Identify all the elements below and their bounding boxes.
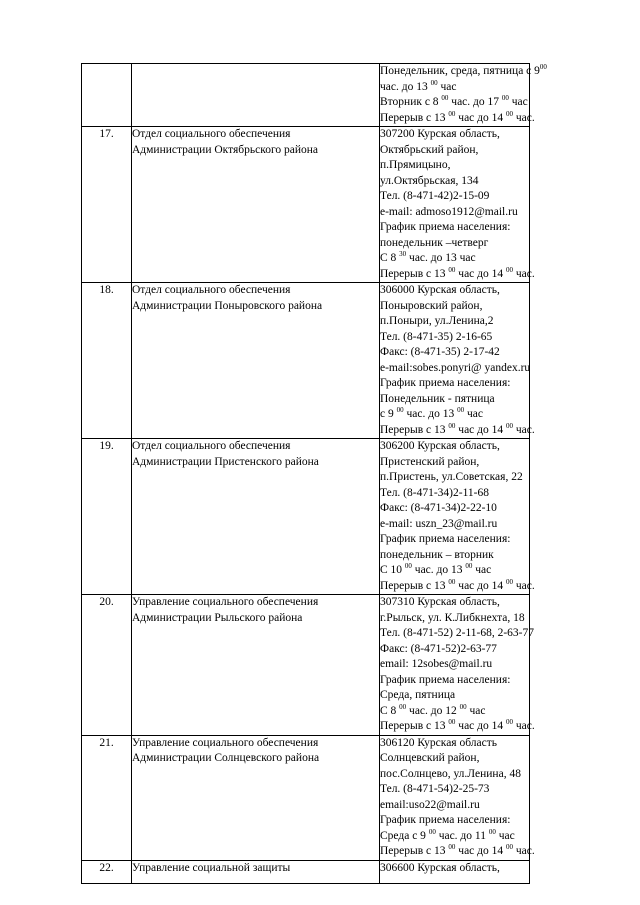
department-name-line: Администрации Октябрьского района <box>132 143 319 156</box>
department-name <box>132 860 380 883</box>
contact-info-line <box>380 829 529 845</box>
contact-info-line <box>380 798 529 814</box>
contact-info-line <box>380 532 529 548</box>
contact-info-line <box>380 486 529 502</box>
table-body <box>82 63 547 884</box>
contact-info-line <box>380 751 529 767</box>
contact-info-line <box>380 109 535 127</box>
contact-info-text: С 8 <box>380 252 400 264</box>
table-row <box>82 127 530 283</box>
contact-info-text: п.Поныри, ул.Ленина,2 <box>380 315 494 327</box>
time-minutes-superscript: 00 <box>399 702 407 711</box>
contact-info-line <box>380 501 529 517</box>
contact-info-text: Перерыв с 13 <box>380 267 449 280</box>
contact-info-line <box>380 314 529 330</box>
time-minutes-superscript: 00 <box>488 827 496 836</box>
contact-info-text: час. до 12 <box>406 704 460 717</box>
row-number: 17. <box>82 127 132 283</box>
contact-info <box>380 283 535 439</box>
contact-info-text: e-mail: uszn_23@mail.ru <box>380 517 498 530</box>
contact-info-text: email: 12sobes@mail.ru <box>380 658 493 670</box>
contact-info-line <box>380 718 535 735</box>
contact-info-line <box>380 95 529 111</box>
contact-info-text: час. <box>513 111 535 124</box>
contact-info-text: час. <box>513 267 535 280</box>
contact-info-line <box>380 361 529 377</box>
contact-info-line <box>380 563 529 579</box>
contact-info-text: час. до 13 <box>411 564 466 576</box>
contact-info-text: График приема населения: <box>380 221 511 233</box>
contact-info-line <box>380 455 529 471</box>
contact-info-text: час <box>466 704 486 717</box>
department-name <box>132 735 380 860</box>
contact-info-line <box>380 174 529 190</box>
contact-info-text: час до 14 <box>455 111 506 124</box>
contact-info-text: час. до 11 <box>435 829 489 842</box>
time-minutes-superscript: 00 <box>506 577 513 586</box>
contact-info-line <box>380 861 529 877</box>
contact-info-text: 307310 Курская область, <box>380 596 500 608</box>
contact-info-text: 306600 Курская область, <box>380 861 500 874</box>
row-number: 21. <box>82 735 132 860</box>
row-number: 22. <box>82 860 132 883</box>
contact-info-line <box>380 158 529 174</box>
contact-info-text: Среда с 9 <box>380 829 429 842</box>
contact-info-line <box>380 205 529 221</box>
contact-info <box>380 735 535 860</box>
contact-info-text: С 10 <box>380 564 405 576</box>
contact-info-line <box>380 421 535 439</box>
contact-info-line <box>380 548 529 564</box>
time-minutes-superscript: 00 <box>506 843 513 851</box>
contact-info-text: час до 14 <box>455 720 506 732</box>
contact-info-line <box>380 63 547 80</box>
contact-info-text: Понедельник - пятница <box>380 392 495 405</box>
contact-info-line <box>380 299 529 315</box>
time-minutes-superscript: 00 <box>506 265 513 274</box>
contact-info-text: г.Рыльск, ул. К.Либкнехта, 18 <box>380 611 525 624</box>
contact-info-text: понедельник – вторник <box>380 548 494 561</box>
contact-info-text: с 9 <box>380 408 397 420</box>
contact-info-text: час. до 17 <box>448 96 502 108</box>
time-minutes-superscript: 00 <box>441 94 449 102</box>
row-number: 18. <box>82 283 132 439</box>
contact-info-line <box>380 657 529 673</box>
contact-info-text: 306200 Курская область, <box>380 440 500 452</box>
time-minutes-superscript: 00 <box>404 562 412 570</box>
department-name <box>132 283 380 439</box>
time-minutes-superscript: 00 <box>506 718 513 726</box>
row-number <box>82 64 132 127</box>
time-minutes-superscript: 00 <box>430 78 438 87</box>
time-minutes-superscript: 00 <box>501 94 509 102</box>
department-name <box>132 64 380 127</box>
table-row <box>82 735 530 860</box>
contact-info-text: Тел. (8-471-35) 2-16-65 <box>380 330 493 343</box>
contact-info <box>380 439 535 595</box>
contact-info-line <box>380 843 535 860</box>
time-minutes-superscript: 00 <box>448 421 456 430</box>
contact-info-line <box>380 642 529 658</box>
contact-info-line <box>380 80 529 96</box>
contact-info-line <box>380 577 535 595</box>
contact-info-text: Октябрьский район, <box>380 143 479 156</box>
contact-info-text: Среда, пятница <box>380 689 456 701</box>
contact-info-text: час <box>495 829 515 842</box>
time-minutes-superscript: 00 <box>465 562 473 570</box>
contact-info-line <box>380 439 529 455</box>
row-number: 19. <box>82 439 132 595</box>
department-name-line: Администрации Поныровского района <box>132 299 323 312</box>
department-name <box>132 595 380 736</box>
contact-info-text: График приема населения: <box>380 673 511 686</box>
contact-info <box>380 860 530 883</box>
department-name-line: Администрации Рыльского района <box>132 611 303 624</box>
time-minutes-superscript: 00 <box>428 827 436 836</box>
contact-info-line <box>380 345 529 361</box>
contact-info-line <box>380 704 529 720</box>
contact-info-line <box>380 392 529 408</box>
contact-info-line <box>380 376 529 392</box>
contact-info-text: Факс: (8-471-34)2-22-10 <box>380 502 497 514</box>
table-row <box>82 439 530 595</box>
contact-info-text: час <box>464 408 483 420</box>
contact-info-text: час. до 13 <box>380 80 431 93</box>
department-name-line: Управление социального обеспечения <box>132 736 319 749</box>
contact-info-line <box>380 127 529 143</box>
contact-info-line <box>380 251 529 267</box>
contact-info-line <box>380 265 535 283</box>
contact-info-text: п.Пристень, ул.Советская, 22 <box>380 471 523 483</box>
time-minutes-superscript: 00 <box>506 421 513 430</box>
contact-info-line <box>380 517 529 533</box>
table-row <box>82 64 530 127</box>
contact-info-text: e-mail: admoso1912@mail.ru <box>380 205 518 218</box>
contact-info-line <box>380 220 529 236</box>
contact-info-text: Поныровский район, <box>380 299 483 312</box>
row-number: 20. <box>82 595 132 736</box>
contact-info-text: График приема населения: <box>380 533 511 545</box>
contact-info-text: час <box>472 564 492 576</box>
contact-info-line <box>380 813 529 829</box>
contact-info-line <box>380 595 529 611</box>
department-name-line: Отдел социального обеспечения <box>132 128 291 140</box>
contact-info-text: пос.Солнцево, ул.Ленина, 48 <box>380 767 521 780</box>
department-name-line: Управление социального обеспечения <box>132 596 319 608</box>
contact-info-line <box>380 407 529 423</box>
contact-info-text: Вторник с 8 <box>380 96 442 108</box>
contact-info <box>380 595 535 736</box>
contact-info-text: e-mail:sobes.ponyri@ yandex.ru <box>380 361 531 374</box>
contact-info-line <box>380 626 535 642</box>
department-name <box>132 127 380 283</box>
contact-info-text: час. до 13 <box>403 408 458 420</box>
contact-info-text: С 8 <box>380 704 400 717</box>
department-name-line: Администрации Пристенского района <box>132 455 319 468</box>
department-name-line: Отдел социального обеспечения <box>132 440 291 452</box>
time-minutes-superscript: 00 <box>539 63 547 71</box>
contact-info-line <box>380 736 529 752</box>
contact-info-text: График приема населения: <box>380 377 511 389</box>
time-minutes-superscript: 00 <box>506 109 513 118</box>
department-name-line: Отдел социального обеспечения <box>132 284 291 296</box>
contact-info-line <box>380 283 529 299</box>
time-minutes-superscript: 30 <box>399 250 407 258</box>
contact-info-text: понедельник –четверг <box>380 236 489 249</box>
contact-info-line <box>380 330 529 346</box>
contact-info-line <box>380 470 529 486</box>
department-name-line: Администрации Солнцевского района <box>132 752 320 764</box>
contact-info-text: Понедельник, среда, пятница с 9 <box>380 65 540 77</box>
contact-info-text: час. <box>513 579 535 592</box>
time-minutes-superscript: 00 <box>396 406 404 414</box>
contact-info-text: Перерыв с 13 <box>380 111 449 124</box>
contact-info-text: час <box>508 96 528 108</box>
contact-info-text: час до 14 <box>455 579 506 592</box>
contact-info-line <box>380 782 529 798</box>
contact-info-text: Тел. (8-471-34)2-11-68 <box>380 486 489 499</box>
contact-info-line <box>380 673 529 689</box>
table-row <box>82 860 530 883</box>
contact-info-text: Перерыв с 13 <box>380 845 449 857</box>
table-row <box>82 595 530 736</box>
contact-info-text: Тел. (8-471-54)2-25-73 <box>380 783 490 795</box>
contact-info-text: График приема населения: <box>380 814 511 826</box>
time-minutes-superscript: 00 <box>448 265 456 274</box>
contact-info-text: email:uso22@mail.ru <box>380 798 480 811</box>
contact-info-text: час до 14 <box>455 423 506 436</box>
contact-info-text: час. до 13 час <box>406 252 476 264</box>
contact-info-text: 306000 Курская область, <box>380 284 500 296</box>
contact-info-text: ул.Октябрьская, 134 <box>380 174 479 187</box>
contact-info-line <box>380 688 529 704</box>
contact-info-text: Факс: (8-471-35) 2-17-42 <box>380 346 500 358</box>
contact-info-line <box>380 611 529 627</box>
contact-info-line <box>380 189 529 205</box>
contact-info-text: час <box>437 80 457 93</box>
time-minutes-superscript: 00 <box>448 577 456 586</box>
department-name <box>132 439 380 595</box>
time-minutes-superscript: 00 <box>457 406 465 414</box>
document-table <box>81 63 547 884</box>
contact-info-text: Пристенский район, <box>380 455 480 468</box>
contact-info-text: Солнцевский район, <box>380 752 480 764</box>
contact-info-line <box>380 767 529 783</box>
table-row <box>82 283 530 439</box>
contact-info <box>380 127 535 283</box>
time-minutes-superscript: 00 <box>448 109 456 118</box>
contact-info-text: Тел. (8-471-42)2-15-09 <box>380 190 490 202</box>
department-name-line: Управление социальной защиты <box>132 861 291 874</box>
time-minutes-superscript: 00 <box>459 702 467 711</box>
contact-info-line <box>380 236 529 252</box>
contact-info-text: час. <box>513 423 535 436</box>
contact-info-text: час до 14 <box>455 267 506 280</box>
contact-info-text: час до 14 <box>455 845 506 857</box>
contact-info-line <box>380 143 529 159</box>
time-minutes-superscript: 00 <box>448 718 456 726</box>
contact-info-text: час. <box>513 845 535 857</box>
time-minutes-superscript: 00 <box>448 843 456 851</box>
contact-info-text: Перерыв с 13 <box>380 579 449 592</box>
contact-info-text: Перерыв с 13 <box>380 720 449 732</box>
contact-info-text: Перерыв с 13 <box>380 423 449 436</box>
contact-info-text: Факс: (8-471-52)2-63-77 <box>380 642 497 655</box>
contact-info-text: час. <box>513 720 535 732</box>
contact-info-text: 306120 Курская область <box>380 736 497 749</box>
contact-info-text: 307200 Курская область, <box>380 128 500 140</box>
contact-info-text: п.Прямицыно, <box>380 159 451 171</box>
contact-info-text: Тел. (8-471-52) 2-11-68, 2-63-77 <box>380 627 535 639</box>
contact-info <box>380 63 547 127</box>
